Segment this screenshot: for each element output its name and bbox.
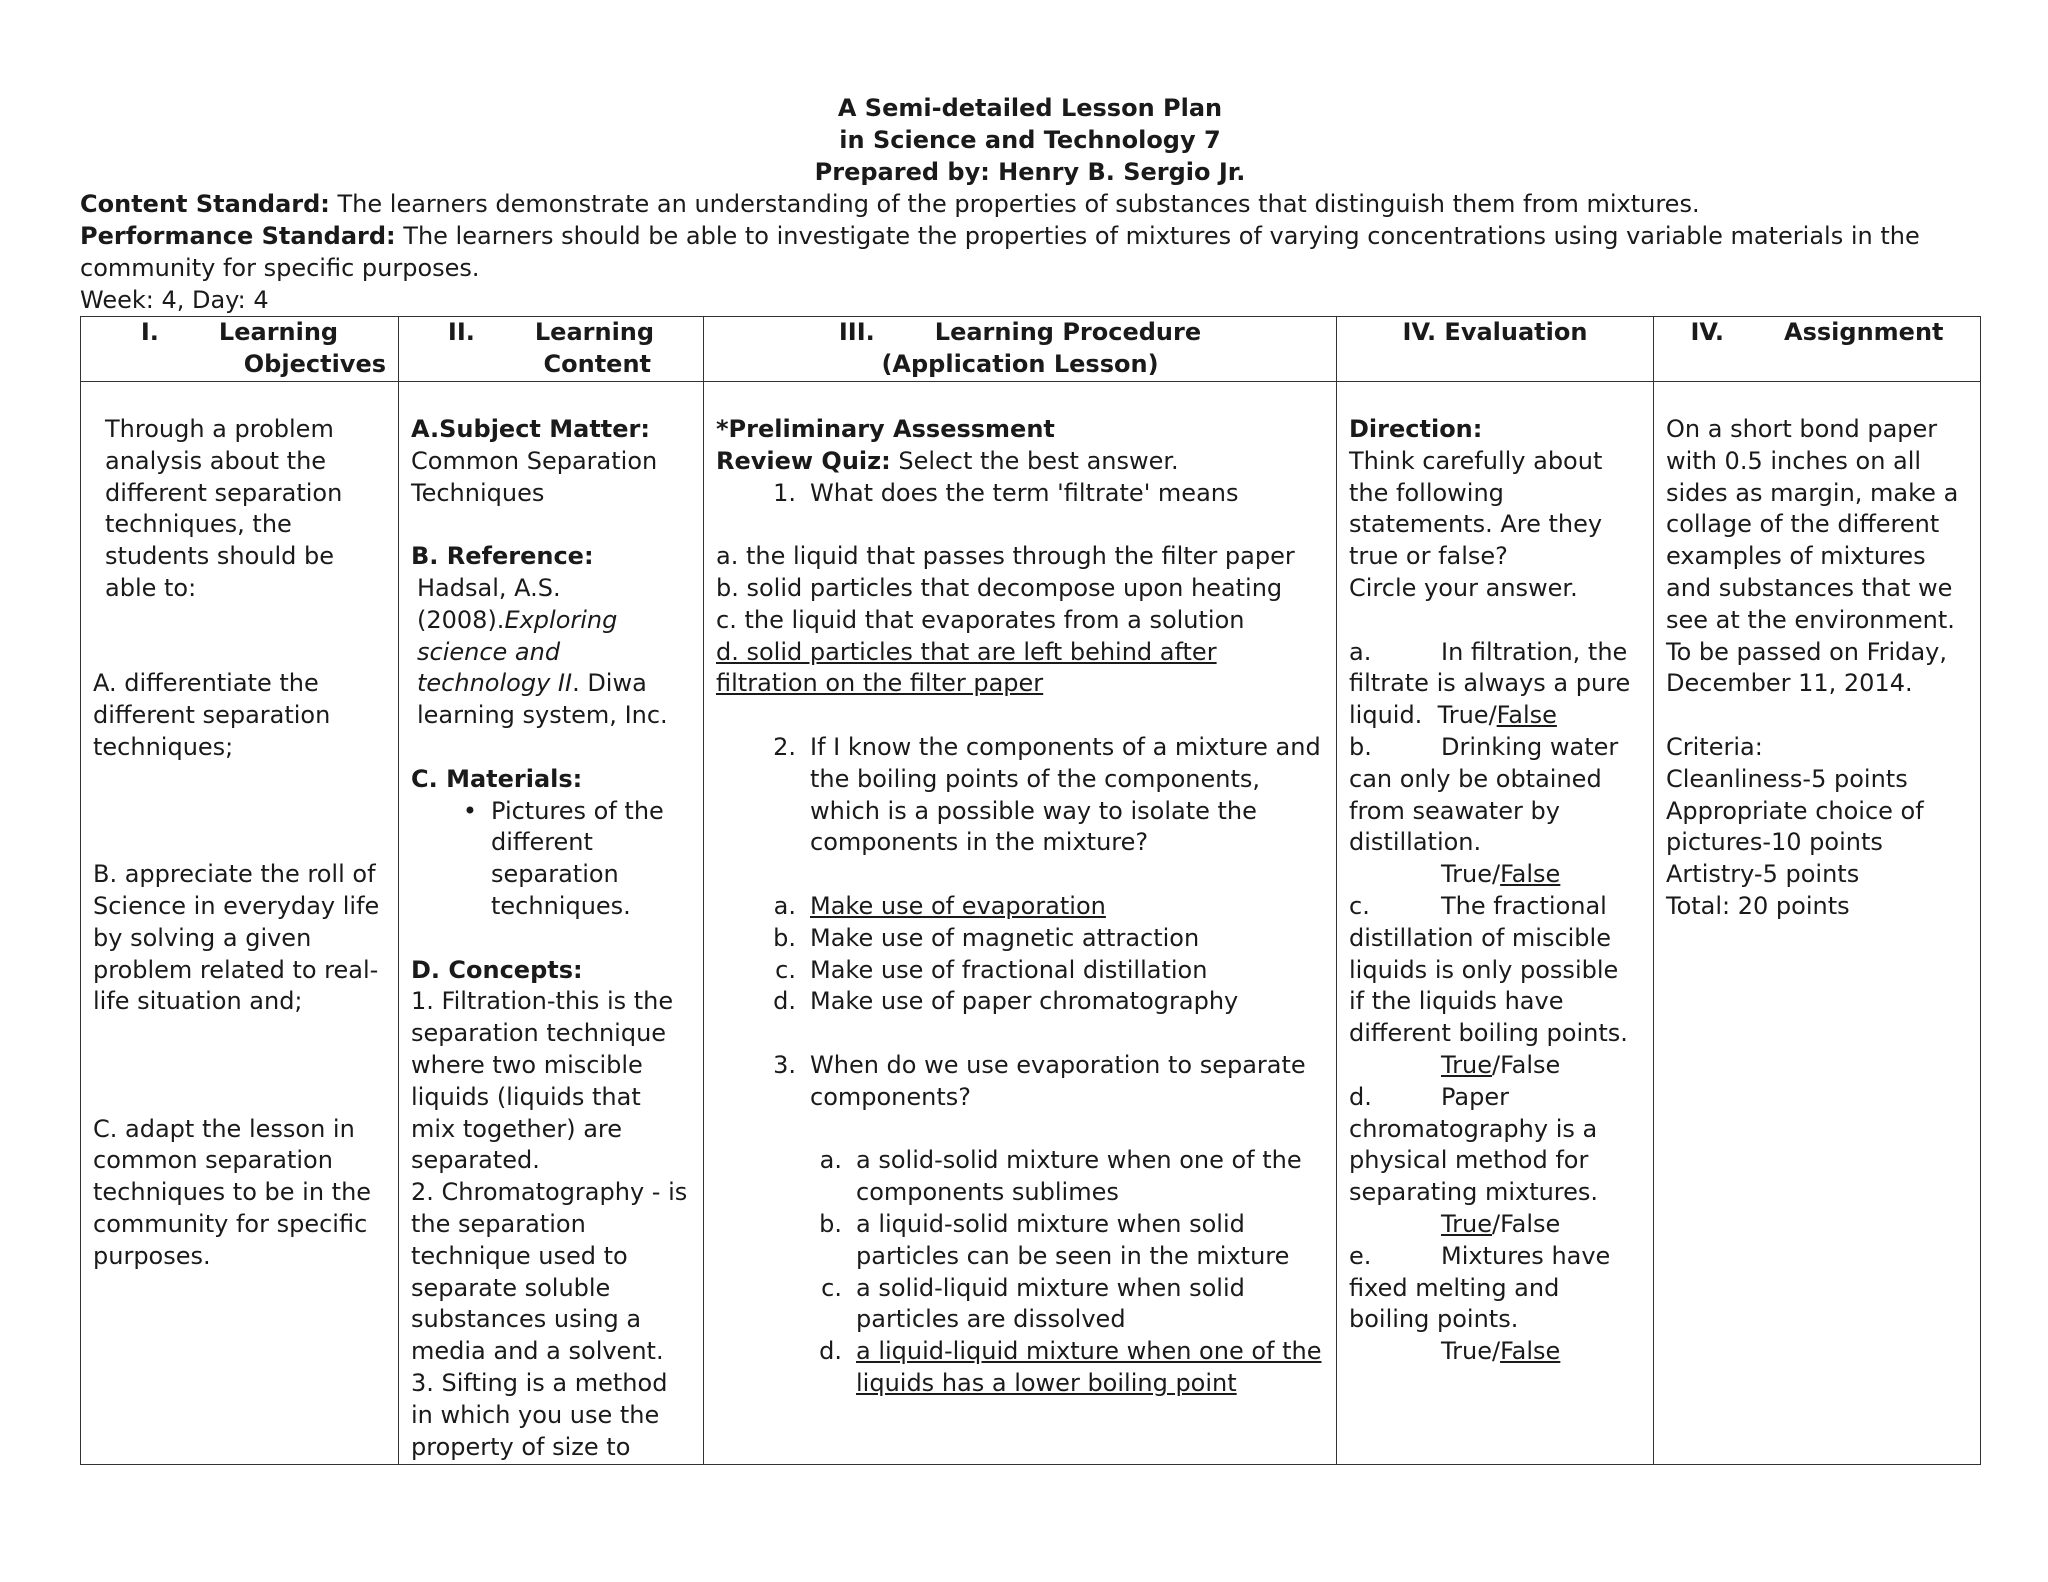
- header-learning-procedure: [704, 317, 1337, 382]
- eval-e-false: False: [1500, 1337, 1561, 1366]
- objective-b: B. appreciate the roll of Science in everyday life by solving a given problem related to real-life situation and;: [93, 860, 380, 1016]
- eval-e-answer: [1349, 1336, 1641, 1368]
- direction-text: Think carefully about the following statements. Are they true or false?: [1349, 446, 1603, 571]
- bullet-icon: •: [462, 796, 477, 825]
- table-body-row: [81, 382, 1981, 1465]
- prepared-by: Prepared by: Henry B. Sergio Jr.: [814, 158, 1246, 186]
- eval-d-slash: /: [1491, 1209, 1501, 1238]
- q2-choice-d: [716, 986, 1324, 1018]
- question-2-num: 2.: [773, 732, 796, 761]
- header-text-3a: Learning Procedure: [934, 318, 1202, 346]
- eval-d-false: False: [1500, 1209, 1561, 1238]
- q3-choice-b-letter: b.: [819, 1209, 842, 1238]
- assignment-text: On a short bond paper with 0.5 inches on all sides as margin, make a collage of the different examples of mixtures and substances that we see at the environment. To be passed on Friday, December 11, 2014.: [1666, 415, 1959, 698]
- review-quiz-label: Review Quiz:: [716, 446, 891, 475]
- criteria-cleanliness: Cleanliness-5 points: [1666, 764, 1908, 793]
- eval-c-answer: [1349, 1050, 1641, 1082]
- q3-choice-d-letter: d.: [819, 1337, 842, 1366]
- eval-b-true: True: [1441, 860, 1492, 889]
- q2-choice-b: [716, 923, 1324, 955]
- q3-choice-c: [716, 1273, 1324, 1337]
- header-learning-objectives: [81, 317, 399, 382]
- q2-choice-a-text: Make use of evaporation: [810, 891, 1106, 920]
- reference-text: [411, 573, 691, 732]
- eval-item-a: [1349, 637, 1641, 732]
- q3-choice-a-text: a solid-solid mixture when one of the components sublimes: [856, 1146, 1302, 1207]
- content-standard: [80, 188, 1980, 220]
- header-text-4: IV. Evaluation: [1402, 318, 1588, 346]
- eval-e-slash: /: [1491, 1337, 1501, 1366]
- materials-item-text: Pictures of the different separation techniques.: [491, 796, 664, 920]
- eval-item-e-letter: e.: [1349, 1241, 1372, 1270]
- document-subtitle: in Science and Technology 7: [839, 126, 1221, 154]
- eval-a-true: True: [1437, 701, 1489, 730]
- performance-standard-label: Performance Standard:: [80, 222, 396, 250]
- objectives-intro: Through a problem analysis about the different separation techniques, the students should be able to:: [105, 415, 343, 602]
- week-day: Week: 4, Day: 4: [80, 286, 269, 314]
- q1-choice-d: d. solid particles that are left behind after filtration on the filter paper: [716, 637, 1217, 698]
- q3-choice-d: [716, 1336, 1324, 1400]
- eval-item-d-text: Paper chromatography is a physical method for separating mixtures.: [1349, 1082, 1599, 1207]
- question-3-num: 3.: [773, 1050, 796, 1079]
- q2-choice-d-text: Make use of paper chromatography: [810, 987, 1239, 1016]
- question-2: [716, 732, 1324, 859]
- header-text-5a: Assignment: [1784, 318, 1944, 346]
- eval-c-true: True: [1441, 1050, 1492, 1079]
- q2-choice-b-text: Make use of magnetic attraction: [810, 923, 1200, 952]
- question-1-text: What does the term 'filtrate' means: [810, 478, 1239, 507]
- eval-d-answer: [1349, 1209, 1641, 1241]
- q3-choice-c-text: a solid-liquid mixture when solid particles are dissolved: [856, 1273, 1245, 1334]
- q2-choice-b-letter: b.: [773, 923, 796, 952]
- q3-choice-a-letter: a.: [819, 1146, 842, 1175]
- question-1-num: 1.: [773, 478, 796, 507]
- direction-label: Direction:: [1349, 415, 1483, 443]
- question-2-text: If I know the components of a mixture and the boiling points of the components, which is a possible way to isolate the components in the mixture?: [810, 732, 1321, 857]
- eval-item-b-text: Drinking water can only be obtained from seawater by distillation.: [1349, 732, 1619, 857]
- q3-choice-d-text: a liquid-liquid mixture when one of the liquids has a lower boiling point: [856, 1337, 1322, 1397]
- objective-a: A. differentiate the different separation techniques;: [93, 669, 331, 761]
- content-standard-text: The learners demonstrate an understanding of the properties of substances that distinguish them from mixtures.: [329, 190, 1700, 218]
- question-1: [716, 478, 1324, 510]
- table-header-row: [81, 317, 1981, 382]
- eval-item-c-text: The fractional distillation of miscible liquids is only possible if the liquids have different boiling points.: [1349, 891, 1628, 1048]
- preliminary-assessment: *Preliminary Assessment: [716, 415, 1055, 443]
- q3-choice-a: [716, 1145, 1324, 1209]
- concepts-label: D. Concepts:: [411, 955, 583, 984]
- q1-choice-c: c. the liquid that evaporates from a solution: [716, 605, 1245, 634]
- eval-item-a-letter: a.: [1349, 637, 1372, 666]
- criteria-total: Total: 20 points: [1666, 891, 1850, 920]
- eval-item-b: [1349, 732, 1641, 859]
- review-quiz: [716, 446, 1324, 478]
- review-quiz-text: Select the best answer.: [890, 446, 1179, 475]
- eval-e-true: True: [1441, 1337, 1492, 1366]
- reference-label: B. Reference:: [411, 542, 594, 571]
- q3-choice-b: [716, 1209, 1324, 1273]
- header-num-2: II.: [447, 318, 475, 346]
- criteria-pictures: Appropriate choice of pictures-10 points: [1666, 796, 1924, 857]
- reference-author: Hadsal, A.S. (2008).: [417, 573, 561, 634]
- header-num-1: I.: [140, 318, 159, 346]
- concept-filtration: 1. Filtration-this is the separation technique where two miscible liquids (liquids that mix together) are separated.: [411, 987, 674, 1175]
- content-cell: [399, 382, 704, 1465]
- eval-item-d: [1349, 1082, 1641, 1209]
- header-num-3: III.: [838, 318, 875, 346]
- performance-standard: [80, 220, 1980, 284]
- header-text-1a: Learning: [218, 318, 339, 346]
- q1-choice-b: b. solid particles that decompose upon heating: [716, 573, 1283, 602]
- header-text-3b: (Application Lesson): [881, 349, 1159, 378]
- reference-title: Exploring science and technology II: [417, 605, 618, 698]
- q2-choice-c: [716, 955, 1324, 987]
- eval-b-false: False: [1500, 860, 1561, 889]
- question-3: [716, 1050, 1324, 1114]
- eval-d-true: True: [1441, 1209, 1492, 1238]
- header-text-2a: Learning: [534, 318, 655, 346]
- lesson-plan-page: [80, 92, 1980, 1465]
- q2-choice-a: [716, 891, 1324, 923]
- eval-b-answer: [1349, 859, 1641, 891]
- q2-choice-d-letter: d.: [773, 987, 796, 1016]
- performance-standard-text: The learners should be able to investigate the properties of mixtures of varying concentrations using variable materials in the community for specific purposes.: [80, 222, 1920, 282]
- eval-a-slash: /: [1488, 701, 1497, 730]
- procedure-cell: [704, 382, 1337, 1465]
- eval-item-d-letter: d.: [1349, 1082, 1372, 1111]
- q2-choice-c-text: Make use of fractional distillation: [810, 955, 1208, 984]
- header-num-5: IV.: [1690, 318, 1725, 346]
- objective-c: C. adapt the lesson in common separation techniques to be in the community for specific purposes.: [93, 1114, 372, 1270]
- eval-item-e-text: Mixtures have fixed melting and boiling points.: [1349, 1241, 1611, 1334]
- content-standard-label: Content Standard:: [80, 190, 330, 218]
- header-evaluation: [1337, 317, 1654, 382]
- criteria-label: Criteria:: [1666, 732, 1763, 761]
- eval-item-c-letter: c.: [1349, 891, 1370, 920]
- header-assignment: [1654, 317, 1981, 382]
- eval-a-false: False: [1496, 701, 1557, 730]
- objectives-cell: [81, 382, 399, 1465]
- eval-item-a-text: In filtration, the filtrate is always a pure liquid.: [1349, 637, 1631, 730]
- q2-choice-a-letter: a.: [773, 891, 796, 920]
- eval-c-slash: /: [1491, 1050, 1501, 1079]
- materials-label: C. Materials:: [411, 764, 583, 793]
- header-text-2b: Content: [543, 349, 651, 378]
- q2-choice-c-letter: c.: [775, 955, 796, 984]
- subject-matter-label: A.Subject Matter:: [411, 415, 650, 443]
- evaluation-cell: [1337, 382, 1654, 1465]
- header-text-1b: Objectives: [243, 349, 386, 378]
- criteria-artistry: Artistry-5 points: [1666, 860, 1860, 889]
- materials-item: [411, 796, 691, 923]
- eval-item-b-letter: b.: [1349, 732, 1372, 761]
- eval-b-slash: /: [1491, 860, 1501, 889]
- q3-choice-b-text: a liquid-solid mixture when solid particles can be seen in the mixture: [856, 1209, 1290, 1270]
- eval-c-false: False: [1500, 1050, 1561, 1079]
- subject-matter-text: Common Separation Techniques: [411, 446, 658, 507]
- reference-publisher: . Diwa learning system, Inc.: [417, 669, 668, 730]
- lesson-plan-table: [80, 316, 1981, 1465]
- concept-chromatography: 2. Chromatography - is the separation technique used to separate soluble substances using a media and a solvent.: [411, 1178, 688, 1366]
- assignment-cell: [1654, 382, 1981, 1465]
- question-3-text: When do we use evaporation to separate components?: [810, 1050, 1306, 1111]
- header-learning-content: [399, 317, 704, 382]
- circle-answer: Circle your answer.: [1349, 573, 1578, 602]
- document-title: A Semi-detailed Lesson Plan: [837, 94, 1223, 122]
- eval-item-c: [1349, 891, 1641, 1050]
- q1-choice-a: a. the liquid that passes through the filter paper: [716, 542, 1295, 571]
- eval-item-e: [1349, 1241, 1641, 1336]
- q3-choice-c-letter: c.: [821, 1273, 842, 1302]
- concept-sifting: 3. Sifting is a method in which you use the property of size to: [411, 1368, 668, 1461]
